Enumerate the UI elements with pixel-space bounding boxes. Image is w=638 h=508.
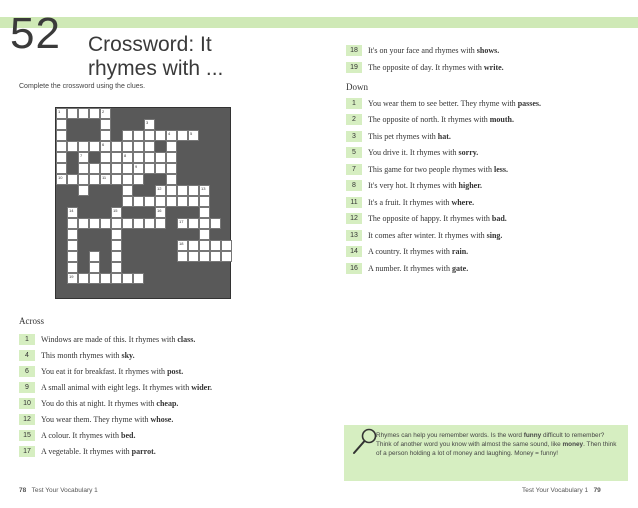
crossword-cell[interactable] xyxy=(89,174,100,185)
clue-text: A country. It rhymes with rain. xyxy=(368,246,469,256)
cell-number: 5 xyxy=(190,131,193,136)
crossword-cell[interactable] xyxy=(177,218,188,229)
crossword-cell[interactable] xyxy=(100,218,111,229)
across-clue xyxy=(19,397,178,409)
clue-number: 4 xyxy=(19,350,35,361)
crossword-cell[interactable] xyxy=(122,163,133,174)
across-heading: Across xyxy=(19,316,44,326)
crossword-cell[interactable] xyxy=(133,218,144,229)
down-clue xyxy=(346,163,508,175)
crossword-cell[interactable] xyxy=(89,251,100,262)
crossword-cell[interactable] xyxy=(133,130,144,141)
page-number-left: 78 xyxy=(19,487,27,494)
crossword-cell[interactable] xyxy=(56,119,67,130)
cell-number: 18 xyxy=(179,241,184,246)
cell-number: 17 xyxy=(179,219,184,224)
crossword-cell[interactable] xyxy=(166,196,177,207)
clue-number: 19 xyxy=(346,62,362,73)
crossword-cell[interactable] xyxy=(100,119,111,130)
crossword-cell[interactable] xyxy=(56,174,67,185)
clue-number: 2 xyxy=(346,114,362,125)
crossword-cell[interactable] xyxy=(144,119,155,130)
clue-text: It's very hot. It rhymes with higher. xyxy=(368,180,483,190)
across-clue xyxy=(19,365,183,377)
cell-number: 19 xyxy=(69,274,74,279)
cell-number: 11 xyxy=(102,175,107,180)
cell-number: 2 xyxy=(102,109,105,114)
book-title-left: Test Your Vocabulary 1 xyxy=(31,487,98,494)
cell-number: 3 xyxy=(146,120,149,125)
crossword-cell[interactable] xyxy=(111,240,122,251)
clue-text: This pet rhymes with hat. xyxy=(368,131,451,141)
crossword-cell[interactable] xyxy=(166,130,177,141)
crossword-cell[interactable] xyxy=(133,163,144,174)
crossword-cell[interactable] xyxy=(166,141,177,152)
cell-number: 13 xyxy=(201,186,206,191)
cell-number: 12 xyxy=(157,186,162,191)
clue-number: 16 xyxy=(346,263,362,274)
across-clue xyxy=(346,61,504,73)
down-clue xyxy=(346,262,468,274)
clue-number: 3 xyxy=(346,131,362,142)
clue-number: 7 xyxy=(346,164,362,175)
clue-number: 12 xyxy=(346,213,362,224)
crossword-cell[interactable] xyxy=(188,185,199,196)
clue-text: You eat it for breakfast. It rhymes with post. xyxy=(41,366,184,376)
crossword-cell[interactable] xyxy=(67,174,78,185)
crossword-cell[interactable] xyxy=(89,218,100,229)
down-clue xyxy=(346,97,541,109)
crossword-cell[interactable] xyxy=(166,185,177,196)
crossword-cell[interactable] xyxy=(67,240,78,251)
crossword-cell[interactable] xyxy=(133,152,144,163)
clue-text: You wear them. They rhyme with whose. xyxy=(41,414,174,424)
clue-number: 1 xyxy=(19,334,35,345)
instructions: Complete the crossword using the clues. xyxy=(19,83,146,90)
down-clue xyxy=(346,113,514,125)
crossword-cell[interactable] xyxy=(89,141,100,152)
crossword-cell[interactable] xyxy=(133,273,144,284)
crossword-cell[interactable] xyxy=(78,141,89,152)
footer-right xyxy=(522,487,601,494)
crossword-cell[interactable] xyxy=(188,130,199,141)
clue-text: The opposite of happy. It rhymes with bad. xyxy=(368,213,507,223)
crossword-cell[interactable] xyxy=(78,218,89,229)
clue-text: It's a fruit. It rhymes with where. xyxy=(368,197,475,207)
crossword-cell[interactable] xyxy=(100,141,111,152)
crossword-cell[interactable] xyxy=(210,218,221,229)
clue-number: 8 xyxy=(346,180,362,191)
crossword-cell[interactable] xyxy=(67,141,78,152)
clue-text: This month rhymes with sky. xyxy=(41,350,135,360)
cell-number: 10 xyxy=(58,175,63,180)
down-clue xyxy=(346,179,482,191)
crossword-cell[interactable] xyxy=(100,174,111,185)
crossword-cell[interactable] xyxy=(199,185,210,196)
crossword-cell[interactable] xyxy=(133,196,144,207)
book-title-right: Test Your Vocabulary 1 xyxy=(522,487,589,494)
clue-number: 18 xyxy=(346,45,362,56)
clue-text: You wear them to see better. They rhyme with passes. xyxy=(368,98,542,108)
across-clue xyxy=(19,333,195,345)
crossword-cell[interactable] xyxy=(78,273,89,284)
unit-title-line2: rhymes with ... xyxy=(88,57,224,80)
crossword-cell[interactable] xyxy=(199,196,210,207)
tip-text: Rhymes can help you remember words. Is the word funny difficult to remember? Think of another word you know with almost the same sound, like money. Then think of a person holding a lot of money and laughing. Money = funny! xyxy=(376,432,617,457)
crossword-cell[interactable] xyxy=(188,218,199,229)
down-clue xyxy=(346,196,474,208)
crossword-cell[interactable] xyxy=(56,163,67,174)
clue-number: 1 xyxy=(346,98,362,109)
crossword-cell[interactable] xyxy=(78,152,89,163)
crossword-cell[interactable] xyxy=(166,152,177,163)
down-clue xyxy=(346,245,468,257)
unit-title xyxy=(88,33,223,81)
across-clue xyxy=(19,349,135,361)
clue-text: A vegetable. It rhymes with parrot. xyxy=(41,446,156,456)
crossword-cell[interactable] xyxy=(89,273,100,284)
crossword-cell[interactable] xyxy=(67,207,78,218)
crossword-cell[interactable] xyxy=(177,251,188,262)
crossword-cell[interactable] xyxy=(100,130,111,141)
clue-number: 12 xyxy=(19,414,35,425)
page-number-right: 79 xyxy=(593,487,601,494)
crossword-cell[interactable] xyxy=(122,130,133,141)
down-heading: Down xyxy=(346,82,368,92)
clue-text: The opposite of north. It rhymes with mouth. xyxy=(368,114,514,124)
across-clue xyxy=(19,445,156,457)
crossword-grid xyxy=(55,107,231,299)
crossword-cell[interactable] xyxy=(89,163,100,174)
crossword-cell[interactable] xyxy=(144,130,155,141)
crossword-cell[interactable] xyxy=(100,163,111,174)
cell-number: 16 xyxy=(157,208,162,213)
crossword-cell[interactable] xyxy=(177,240,188,251)
crossword-cell[interactable] xyxy=(89,108,100,119)
cell-number: 1 xyxy=(58,109,61,114)
crossword-cell[interactable] xyxy=(78,185,89,196)
crossword-cell[interactable] xyxy=(199,251,210,262)
crossword-cell[interactable] xyxy=(67,108,78,119)
crossword-cell[interactable] xyxy=(122,174,133,185)
crossword-cell[interactable] xyxy=(155,163,166,174)
crossword-cell[interactable] xyxy=(122,273,133,284)
clue-number: 11 xyxy=(346,197,362,208)
clue-text: It's on your face and rhymes with shows. xyxy=(368,45,500,55)
cell-number: 8 xyxy=(124,153,127,158)
crossword-cell[interactable] xyxy=(122,141,133,152)
down-clue xyxy=(346,146,478,158)
crossword-cell[interactable] xyxy=(166,174,177,185)
across-clue xyxy=(19,381,212,393)
crossword-cell[interactable] xyxy=(122,218,133,229)
crossword-cell[interactable] xyxy=(188,251,199,262)
clue-text: Windows are made of this. It rhymes with class. xyxy=(41,334,196,344)
crossword-cell[interactable] xyxy=(133,174,144,185)
crossword-cell[interactable] xyxy=(111,174,122,185)
crossword-cell[interactable] xyxy=(89,262,100,273)
crossword-cell[interactable] xyxy=(56,152,67,163)
crossword-cell[interactable] xyxy=(78,108,89,119)
crossword-cell[interactable] xyxy=(111,262,122,273)
footer-left xyxy=(19,487,98,494)
crossword-cell[interactable] xyxy=(144,152,155,163)
clue-text: This game for two people rhymes with less. xyxy=(368,164,508,174)
crossword-cell[interactable] xyxy=(56,141,67,152)
clue-number: 10 xyxy=(19,398,35,409)
across-clue xyxy=(346,44,499,56)
crossword-cell[interactable] xyxy=(155,218,166,229)
clue-number: 5 xyxy=(346,147,362,158)
crossword-cell[interactable] xyxy=(221,240,232,251)
cell-number: 9 xyxy=(135,164,138,169)
top-accent-bar xyxy=(0,17,638,28)
crossword-cell[interactable] xyxy=(122,185,133,196)
crossword-cell[interactable] xyxy=(210,240,221,251)
down-clue xyxy=(346,130,451,142)
clue-number: 9 xyxy=(19,382,35,393)
crossword-cell[interactable] xyxy=(111,207,122,218)
crossword-cell[interactable] xyxy=(144,196,155,207)
crossword-cell[interactable] xyxy=(122,196,133,207)
crossword-cell[interactable] xyxy=(56,130,67,141)
crossword-cell[interactable] xyxy=(144,141,155,152)
crossword-cell[interactable] xyxy=(67,262,78,273)
crossword-cell[interactable] xyxy=(177,196,188,207)
crossword-cell[interactable] xyxy=(111,229,122,240)
clue-number: 15 xyxy=(19,430,35,441)
crossword-cell[interactable] xyxy=(100,152,111,163)
cell-number: 15 xyxy=(113,208,118,213)
crossword-cell[interactable] xyxy=(221,251,232,262)
clue-number: 14 xyxy=(346,246,362,257)
crossword-cell[interactable] xyxy=(67,273,78,284)
crossword-cell[interactable] xyxy=(67,218,78,229)
unit-title-line1: Crossword: It xyxy=(88,33,212,56)
crossword-cell[interactable] xyxy=(199,240,210,251)
crossword-cell[interactable] xyxy=(133,141,144,152)
crossword-cell[interactable] xyxy=(67,251,78,262)
down-clue xyxy=(346,229,502,241)
clue-text: A colour. It rhymes with bed. xyxy=(41,430,136,440)
across-clue xyxy=(19,413,173,425)
crossword-cell[interactable] xyxy=(155,185,166,196)
crossword-cell[interactable] xyxy=(111,273,122,284)
crossword-cell[interactable] xyxy=(67,229,78,240)
crossword-cell[interactable] xyxy=(111,152,122,163)
clue-number: 6 xyxy=(19,366,35,377)
crossword-cell[interactable] xyxy=(144,163,155,174)
crossword-cell[interactable] xyxy=(177,185,188,196)
clue-text: You do this at night. It rhymes with cheap. xyxy=(41,398,179,408)
crossword-cell[interactable] xyxy=(111,218,122,229)
crossword-cell[interactable] xyxy=(199,229,210,240)
crossword-cell[interactable] xyxy=(122,152,133,163)
crossword-cell[interactable] xyxy=(78,163,89,174)
crossword-cell[interactable] xyxy=(199,207,210,218)
cell-number: 4 xyxy=(168,131,171,136)
clue-number: 13 xyxy=(346,230,362,241)
clue-number: 17 xyxy=(19,446,35,457)
crossword-cell[interactable] xyxy=(56,108,67,119)
crossword-cell[interactable] xyxy=(100,108,111,119)
unit-number: 52 xyxy=(10,9,61,58)
down-clue xyxy=(346,212,507,224)
clue-text: A small animal with eight legs. It rhymes with wider. xyxy=(41,382,213,392)
cell-number: 7 xyxy=(80,153,83,158)
crossword-cell[interactable] xyxy=(144,218,155,229)
crossword-cell[interactable] xyxy=(199,218,210,229)
crossword-cell[interactable] xyxy=(155,196,166,207)
crossword-cell[interactable] xyxy=(155,130,166,141)
crossword-cell[interactable] xyxy=(177,130,188,141)
crossword-cell[interactable] xyxy=(111,251,122,262)
across-clue xyxy=(19,429,135,441)
crossword-cell[interactable] xyxy=(155,207,166,218)
crossword-cell[interactable] xyxy=(188,240,199,251)
cell-number: 6 xyxy=(102,142,105,147)
crossword-cell[interactable] xyxy=(155,152,166,163)
cell-number: 14 xyxy=(69,208,74,213)
crossword-cell[interactable] xyxy=(78,174,89,185)
crossword-cell[interactable] xyxy=(111,163,122,174)
crossword-cell[interactable] xyxy=(210,251,221,262)
crossword-cell[interactable] xyxy=(100,273,111,284)
clue-text: The opposite of day. It rhymes with write. xyxy=(368,62,504,72)
crossword-cell[interactable] xyxy=(166,163,177,174)
clue-text: You drive it. It rhymes with sorry. xyxy=(368,147,479,157)
clue-text: It comes after winter. It rhymes with sing. xyxy=(368,230,503,240)
crossword-cell[interactable] xyxy=(188,196,199,207)
crossword-cell[interactable] xyxy=(111,141,122,152)
clue-text: A number. It rhymes with gate. xyxy=(368,263,469,273)
